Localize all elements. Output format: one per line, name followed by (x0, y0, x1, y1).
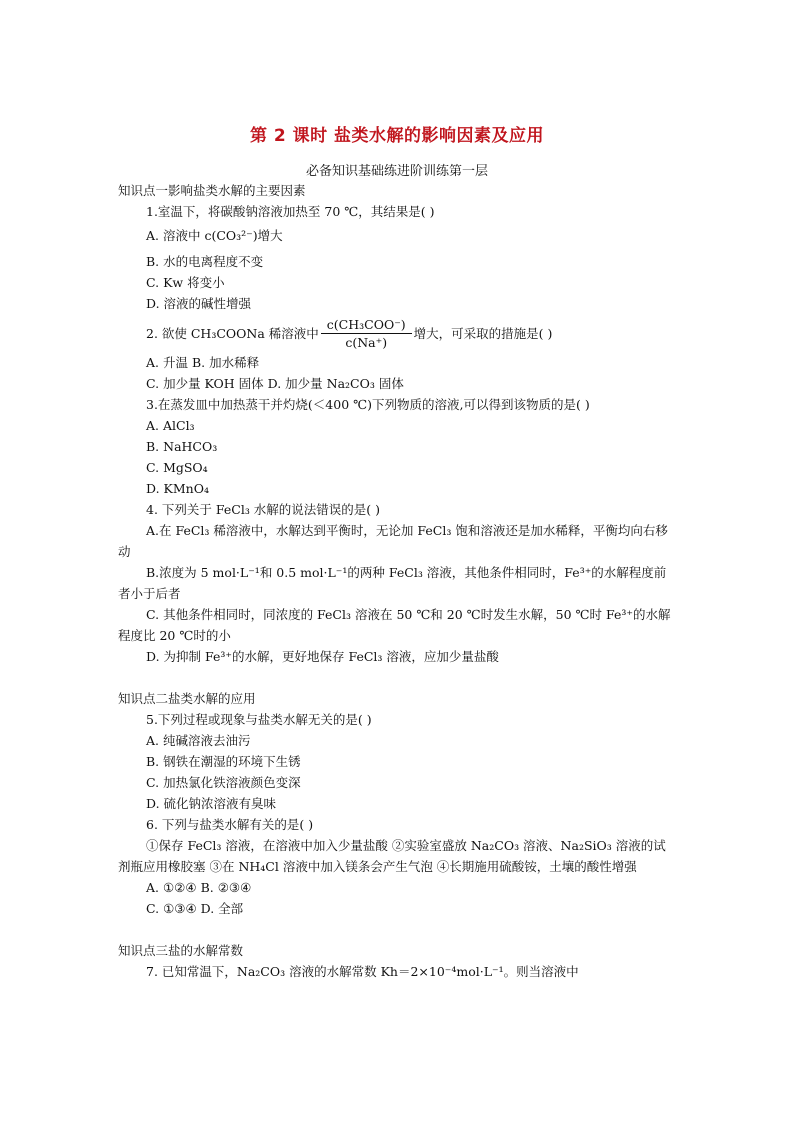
option-1d: D. 溶液的碱性增强 (146, 296, 252, 311)
option-1b: B. 水的电离程度不变 (146, 254, 264, 269)
option-4b: B.浓度为 5 mol·L⁻¹和 0.5 mol·L⁻¹的两种 FeCl₃ 溶液，其他条件相同时，Fe³⁺的水解程度前者小于后者 (118, 565, 667, 601)
fraction-numerator: c(CH₃COO⁻) (321, 316, 412, 334)
option-1c: C. Kw 将变小 (146, 275, 225, 290)
option-5c: C. 加热氯化铁溶液颜色变深 (146, 775, 301, 790)
option-6cd: C. ①③④ D. 全部 (146, 901, 244, 916)
option-5d: D. 硫化钠浓溶液有臭味 (146, 796, 277, 811)
option-4d: D. 为抑制 Fe³⁺的水解，更好地保存 FeCl₃ 溶液，应加少量盐酸 (146, 649, 499, 664)
option-3b: B. NaHCO₃ (146, 439, 218, 454)
option-4c: C. 其他条件相同时，同浓度的 FeCl₃ 溶液在 50 ℃和 20 ℃时发生水解，50 ℃时 Fe³⁺的水解程度比 20 ℃时的小 (118, 607, 671, 643)
question-3: 3.在蒸发皿中加热蒸干并灼烧(＜400 ℃)下列物质的溶液,可以得到该物质的是( ) (146, 397, 590, 412)
question-5: 5.下列过程或现象与盐类水解无关的是( ) (146, 712, 372, 727)
spacer (118, 667, 678, 688)
question-2 (118, 314, 678, 352)
option-6ab: A. ①②④ B. ②③④ (146, 880, 252, 895)
page-title: 第 2 课时 盐类水解的影响因素及应用 (249, 126, 545, 146)
question-7: 7. 已知常温下，Na₂CO₃ 溶液的水解常数 Kh＝2×10⁻⁴mol·L⁻¹。则当溶液中 (146, 964, 579, 979)
option-5a: A. 纯碱溶液去油污 (146, 733, 251, 748)
question-4: 4. 下列关于 FeCl₃ 水解的说法错误的是( ) (146, 502, 381, 517)
question-6-statements: ①保存 FeCl₃ 溶液，在溶液中加入少量盐酸 ②实验室盛放 Na₂CO₃ 溶液、Na₂SiO₃ 溶液的试剂瓶应用橡胶塞 ③在 NH₄Cl 溶液中加入镁条会产生气泡 ④长期施用硫酸铵，土壤的酸性增强 (118, 838, 666, 874)
fraction (321, 316, 412, 351)
question-1: 1.室温下，将碳酸钠溶液加热至 70 ℃，其结果是( ) (146, 204, 435, 219)
option-3c: C. MgSO₄ (146, 460, 208, 475)
question-2-suffix: 增大，可采取的措施是( ) (413, 325, 553, 341)
document-body (118, 180, 678, 982)
option-3a: A. AlCl₃ (146, 418, 195, 433)
page-subtitle: 必备知识基础练进阶训练第一层 (305, 164, 488, 179)
option-2cd: C. 加少量 KOH 固体 D. 加少量 Na₂CO₃ 固体 (146, 376, 404, 391)
spacer (118, 919, 678, 940)
question-2-prefix: 2. 欲使 CH₃COONa 稀溶液中 (146, 325, 319, 341)
fraction-denominator: c(Na⁺) (345, 334, 388, 350)
question-6: 6. 下列与盐类水解有关的是( ) (146, 817, 314, 832)
section-heading-1: 知识点一影响盐类水解的主要因素 (118, 183, 306, 198)
section-heading-2: 知识点二盐类水解的应用 (118, 691, 256, 706)
option-3d: D. KMnO₄ (146, 481, 209, 496)
option-5b: B. 钢铁在潮湿的环境下生锈 (146, 754, 301, 769)
section-heading-3: 知识点三盐的水解常数 (118, 943, 244, 958)
option-4a: A.在 FeCl₃ 稀溶液中，水解达到平衡时，无论加 FeCl₃ 饱和溶液还是加水稀释，平衡均向右移动 (118, 523, 668, 559)
option-1a: A. 溶液中 c(CO₃²⁻)增大 (146, 228, 283, 243)
option-2ab: A. 升温 B. 加水稀释 (146, 355, 260, 370)
